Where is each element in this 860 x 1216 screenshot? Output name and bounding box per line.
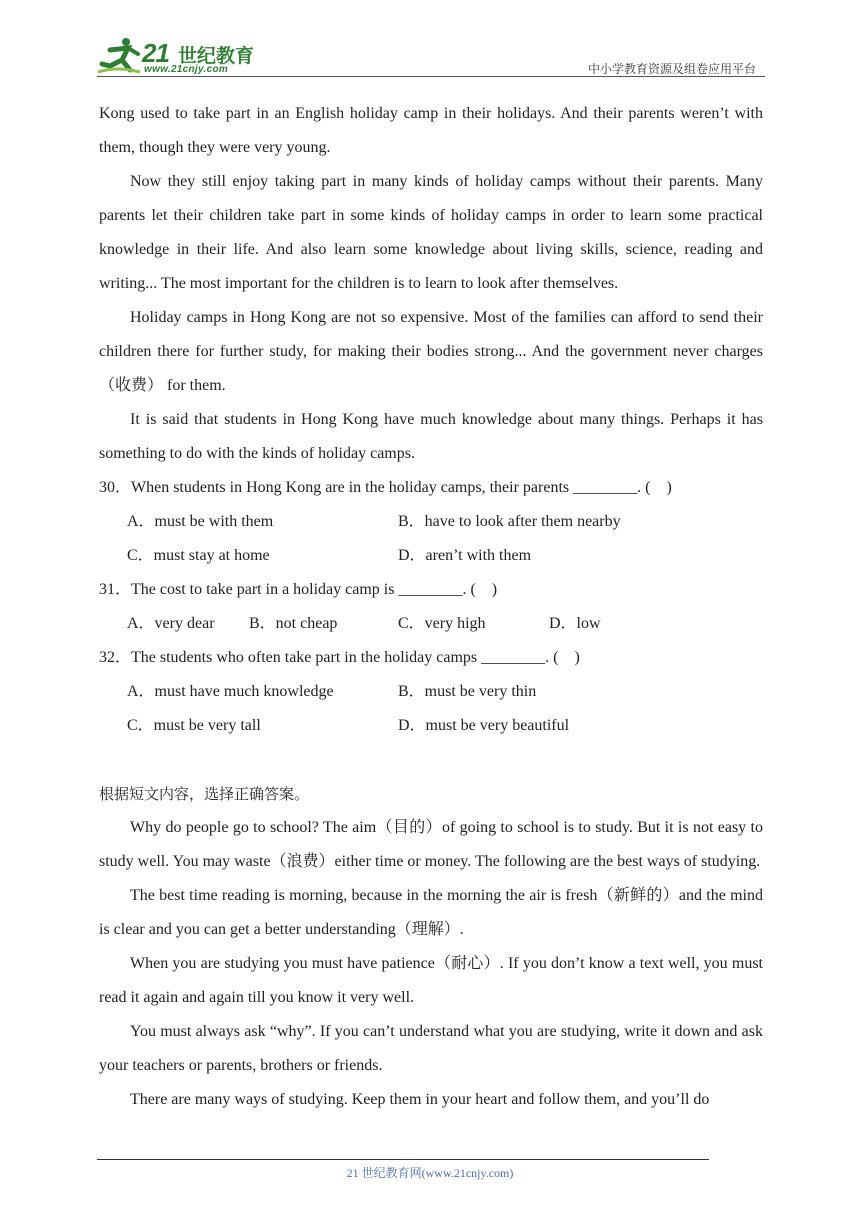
passage2-paragraph-1: Why do people go to school? The aim（目的）of going to school is to study. But it is not easy to study well. You may waste（浪费）either time or money. The following are the best ways of studying. [99,819,763,870]
question-32-option-c[interactable]: C．must be very tall [127,717,261,734]
passage1-paragraph-1: Kong used to take part in an English holiday camp in their holidays. And their parents weren’t with them, though they were very young. [99,105,763,156]
question-31-option-c[interactable]: C．very high [398,615,486,632]
page-content [99,97,763,1117]
question-32-option-b[interactable]: B．must be very thin [398,683,537,700]
question-31-option-a[interactable]: A．very dear [127,615,215,632]
question-30-option-c[interactable]: C．must stay at home [127,547,270,564]
question-30-options-row-1 [99,505,763,539]
passage1-paragraph-2: Now they still enjoy taking part in many kinds of holiday camps without their parents. Many parents let their children take part in some kinds of holiday camps in order to learn some practical knowledge in their life. And also learn some knowledge about living skills, science, reading and writing... The most important for the children is to learn to look after themselves. [99,173,763,292]
header-divider [97,76,765,77]
page-footer: 21 世纪教育网(www.21cnjy.com) [346,1166,514,1180]
question-32-options-row-2 [99,709,763,743]
passage2-paragraph-2: The best time reading is morning, because in the morning the air is fresh（新鲜的）and the mind is clear and you can get a better understanding（理解）. [99,887,763,938]
question-30-option-d[interactable]: D．aren’t with them [398,547,532,564]
passage2-paragraph-4: You must always ask “why”. If you can’t understand what you are studying, write it down and ask your teachers or parents, brothers or friends. [99,1023,763,1074]
footer-divider [97,1159,709,1160]
question-31-options-row [99,607,763,641]
passage1-paragraph-4: It is said that students in Hong Kong have much knowledge about many things. Perhaps it has something to do with the kinds of holiday camps. [99,411,763,462]
logo-url: www.21cnjy.com [144,64,229,75]
question-30-option-a[interactable]: A．must be with them [127,513,274,530]
section-spacer [99,743,763,777]
question-30-stem: 30．When students in Hong Kong are in the holiday camps, their parents ________. ( ) [99,479,672,496]
question-31-option-b[interactable]: B．not cheap [249,615,338,632]
question-30-options-row-2 [99,539,763,573]
logo [92,34,262,78]
passage2-paragraph-5: There are many ways of studying. Keep them in your heart and follow them, and you’ll do [130,1091,710,1108]
question-31-option-d[interactable]: D．low [549,615,601,632]
section-instruction: 根据短文内容，选择正确答案。 [99,785,310,803]
question-32-stem: 32．The students who often take part in the holiday camps ________. ( ) [99,649,580,666]
logo-text: 世纪教育 [178,45,255,67]
question-30-option-b[interactable]: B．have to look after them nearby [398,513,621,530]
passage1-paragraph-3: Holiday camps in Hong Kong are not so expensive. Most of the families can afford to send their children there for further study, for making their bodies strong... And the government never charges （收费） for them. [99,309,763,394]
page-header [0,0,860,80]
question-32-option-d[interactable]: D．must be very beautiful [398,717,570,734]
question-32-options-row-1 [99,675,763,709]
header-platform-text: 中小学教育资源及组卷应用平台 [587,62,756,76]
question-31-stem: 31．The cost to take part in a holiday camp is ________. ( ) [99,581,498,598]
question-32-option-a[interactable]: A．must have much knowledge [127,683,334,700]
logo-number: 21 [142,38,169,68]
passage2-paragraph-3: When you are studying you must have patience（耐心）. If you don’t know a text well, you must read it again and again till you know it very well. [99,955,763,1006]
runner-icon [96,36,142,76]
